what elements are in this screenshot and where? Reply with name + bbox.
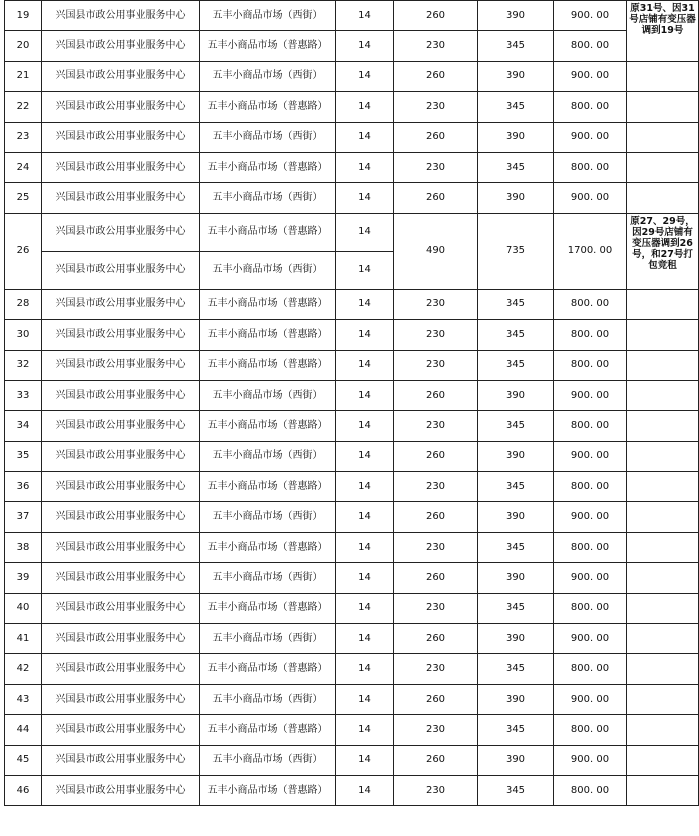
value-col4: 14 [336,61,394,91]
table-row [5,775,699,805]
value-col4: 14 [336,654,394,684]
value-col5: 260 [394,380,478,410]
unit-name: 兴国县市政公用事业服务中心 [42,502,200,532]
table-row [5,289,699,319]
table-row [5,152,699,182]
value-col7: 900. 00 [554,1,627,31]
value-col7: 800. 00 [554,320,627,350]
value-col6: 390 [478,441,554,471]
value-col7: 800. 00 [554,593,627,623]
value-col6: 345 [478,532,554,562]
row-number: 46 [5,775,42,805]
unit-name: 兴国县市政公用事业服务中心 [42,563,200,593]
value-col6: 345 [478,289,554,319]
remark-empty [627,122,699,152]
value-col4: 14 [336,92,394,122]
market-location: 五丰小商品市场（西街） [200,502,336,532]
value-col5: 230 [394,152,478,182]
unit-name: 兴国县市政公用事业服务中心 [42,745,200,775]
table-row [5,320,699,350]
remark-empty [627,411,699,441]
remark-empty [627,61,699,91]
value-col4: 14 [336,411,394,441]
value-col6: 390 [478,624,554,654]
value-col7: 1700. 00 [554,213,627,289]
value-col5: 230 [394,350,478,380]
unit-name: 兴国县市政公用事业服务中心 [42,1,200,31]
value-col5: 260 [394,684,478,714]
row-number: 37 [5,502,42,532]
value-col6: 390 [478,183,554,213]
value-col6: 390 [478,380,554,410]
value-col4: 14 [336,775,394,805]
value-col4: 14 [336,532,394,562]
remark-note: 原27、29号，因29号店铺有变压器调到26号，和27号打包竞租 [627,213,699,289]
value-col5: 260 [394,122,478,152]
table-row [5,350,699,380]
row-number: 22 [5,92,42,122]
market-location: 五丰小商品市场（普惠路） [200,350,336,380]
table-row [5,593,699,623]
value-col6: 735 [478,213,554,289]
market-location: 五丰小商品市场（普惠路） [200,152,336,182]
value-col6: 390 [478,745,554,775]
value-col7: 900. 00 [554,624,627,654]
unit-name: 兴国县市政公用事业服务中心 [42,61,200,91]
unit-name: 兴国县市政公用事业服务中心 [42,289,200,319]
value-col5: 260 [394,61,478,91]
remark-empty [627,593,699,623]
row-number: 34 [5,411,42,441]
value-col4: 14 [336,289,394,319]
unit-name: 兴国县市政公用事业服务中心 [42,654,200,684]
row-number: 32 [5,350,42,380]
value-col4: 14 [336,715,394,745]
value-col5: 260 [394,183,478,213]
value-col7: 800. 00 [554,472,627,502]
remark-empty [627,441,699,471]
value-col4: 14 [336,251,394,289]
value-col7: 800. 00 [554,715,627,745]
row-number: 23 [5,122,42,152]
market-location: 五丰小商品市场（西街） [200,624,336,654]
market-location: 五丰小商品市场（西街） [200,183,336,213]
remark-empty [627,502,699,532]
value-col7: 900. 00 [554,502,627,532]
value-col4: 14 [336,472,394,502]
table-body [5,1,699,806]
value-col5: 230 [394,775,478,805]
market-location: 五丰小商品市场（西街） [200,441,336,471]
value-col7: 900. 00 [554,684,627,714]
value-col5: 230 [394,532,478,562]
market-location: 五丰小商品市场（普惠路） [200,289,336,319]
remark-empty [627,563,699,593]
unit-name: 兴国县市政公用事业服务中心 [42,684,200,714]
table-row [5,92,699,122]
table-row [5,624,699,654]
market-location: 五丰小商品市场（西街） [200,122,336,152]
value-col7: 900. 00 [554,61,627,91]
remark-empty [627,684,699,714]
market-location: 五丰小商品市场（普惠路） [200,31,336,61]
unit-name: 兴国县市政公用事业服务中心 [42,593,200,623]
market-location: 五丰小商品市场（西街） [200,251,336,289]
value-col4: 14 [336,563,394,593]
value-col4: 14 [336,1,394,31]
value-col4: 14 [336,593,394,623]
value-col5: 230 [394,411,478,441]
row-number: 24 [5,152,42,182]
value-col4: 14 [336,152,394,182]
market-location: 五丰小商品市场（普惠路） [200,775,336,805]
unit-name: 兴国县市政公用事业服务中心 [42,715,200,745]
row-number: 36 [5,472,42,502]
value-col5: 230 [394,472,478,502]
value-col6: 390 [478,684,554,714]
value-col7: 900. 00 [554,122,627,152]
value-col6: 345 [478,715,554,745]
value-col7: 900. 00 [554,441,627,471]
remark-empty [627,183,699,213]
table-row [5,684,699,714]
unit-name: 兴国县市政公用事业服务中心 [42,92,200,122]
market-location: 五丰小商品市场（普惠路） [200,715,336,745]
value-col6: 345 [478,593,554,623]
remark-empty [627,532,699,562]
market-location: 五丰小商品市场（普惠路） [200,320,336,350]
value-col7: 900. 00 [554,745,627,775]
row-number: 38 [5,532,42,562]
value-col6: 345 [478,411,554,441]
market-location: 五丰小商品市场（西街） [200,1,336,31]
market-location: 五丰小商品市场（普惠路） [200,593,336,623]
value-col6: 345 [478,775,554,805]
value-col4: 14 [336,684,394,714]
value-col6: 345 [478,654,554,684]
value-col5: 230 [394,289,478,319]
table-row [5,441,699,471]
row-number: 43 [5,684,42,714]
row-number: 40 [5,593,42,623]
row-number: 19 [5,1,42,31]
value-col4: 14 [336,122,394,152]
table-row [5,61,699,91]
value-col5: 230 [394,31,478,61]
remark-empty [627,654,699,684]
value-col5: 260 [394,441,478,471]
table-row [5,1,699,31]
value-col7: 800. 00 [554,532,627,562]
value-col6: 345 [478,152,554,182]
value-col4: 14 [336,502,394,532]
row-number: 20 [5,31,42,61]
table-row [5,122,699,152]
remark-empty [627,289,699,319]
value-col7: 800. 00 [554,654,627,684]
value-col4: 14 [336,441,394,471]
unit-name: 兴国县市政公用事业服务中心 [42,251,200,289]
table-row [5,31,699,61]
row-number: 33 [5,380,42,410]
value-col7: 800. 00 [554,289,627,319]
table-row [5,654,699,684]
unit-name: 兴国县市政公用事业服务中心 [42,441,200,471]
value-col5: 230 [394,715,478,745]
value-col6: 345 [478,320,554,350]
unit-name: 兴国县市政公用事业服务中心 [42,624,200,654]
remark-empty [627,472,699,502]
market-location: 五丰小商品市场（普惠路） [200,532,336,562]
market-location: 五丰小商品市场（普惠路） [200,411,336,441]
value-col4: 14 [336,624,394,654]
market-location: 五丰小商品市场（普惠路） [200,654,336,684]
row-number: 39 [5,563,42,593]
value-col7: 800. 00 [554,350,627,380]
value-col5: 230 [394,92,478,122]
value-col4: 14 [336,350,394,380]
remark-empty [627,380,699,410]
table-row [5,563,699,593]
remark-empty [627,320,699,350]
row-number: 25 [5,183,42,213]
value-col7: 800. 00 [554,31,627,61]
row-number: 44 [5,715,42,745]
table-row [5,213,699,251]
value-col6: 390 [478,563,554,593]
value-col5: 260 [394,624,478,654]
value-col6: 345 [478,472,554,502]
value-col5: 230 [394,654,478,684]
market-location: 五丰小商品市场（西街） [200,380,336,410]
value-col7: 800. 00 [554,152,627,182]
value-col4: 14 [336,320,394,350]
unit-name: 兴国县市政公用事业服务中心 [42,122,200,152]
unit-name: 兴国县市政公用事业服务中心 [42,31,200,61]
value-col4: 14 [336,745,394,775]
value-col4: 14 [336,183,394,213]
remark-empty [627,92,699,122]
remark-empty [627,152,699,182]
value-col6: 390 [478,61,554,91]
rental-table [4,0,699,806]
value-col5: 260 [394,1,478,31]
table-row [5,502,699,532]
unit-name: 兴国县市政公用事业服务中心 [42,380,200,410]
row-number: 41 [5,624,42,654]
unit-name: 兴国县市政公用事业服务中心 [42,320,200,350]
row-number: 30 [5,320,42,350]
unit-name: 兴国县市政公用事业服务中心 [42,532,200,562]
market-location: 五丰小商品市场（西街） [200,563,336,593]
row-number: 35 [5,441,42,471]
value-col6: 345 [478,31,554,61]
value-col5: 490 [394,213,478,289]
market-location: 五丰小商品市场（普惠路） [200,92,336,122]
value-col7: 900. 00 [554,380,627,410]
unit-name: 兴国县市政公用事业服务中心 [42,213,200,251]
table-row [5,472,699,502]
row-number: 42 [5,654,42,684]
remark-empty [627,745,699,775]
market-location: 五丰小商品市场（西街） [200,684,336,714]
value-col4: 14 [336,213,394,251]
value-col6: 390 [478,1,554,31]
unit-name: 兴国县市政公用事业服务中心 [42,152,200,182]
remark-empty [627,350,699,380]
unit-name: 兴国县市政公用事业服务中心 [42,472,200,502]
value-col5: 260 [394,563,478,593]
unit-name: 兴国县市政公用事业服务中心 [42,183,200,213]
row-number: 26 [5,213,42,289]
value-col7: 900. 00 [554,183,627,213]
value-col6: 345 [478,92,554,122]
value-col4: 14 [336,31,394,61]
table-row [5,411,699,441]
value-col6: 390 [478,502,554,532]
remark-empty [627,775,699,805]
value-col6: 345 [478,350,554,380]
table-row [5,380,699,410]
value-col5: 230 [394,320,478,350]
market-location: 五丰小商品市场（普惠路） [200,213,336,251]
table-row [5,745,699,775]
value-col5: 260 [394,502,478,532]
remark-empty [627,715,699,745]
row-number: 21 [5,61,42,91]
market-location: 五丰小商品市场（普惠路） [200,472,336,502]
row-number: 45 [5,745,42,775]
value-col7: 800. 00 [554,92,627,122]
table-row [5,183,699,213]
value-col5: 230 [394,593,478,623]
value-col7: 900. 00 [554,563,627,593]
unit-name: 兴国县市政公用事业服务中心 [42,411,200,441]
value-col7: 800. 00 [554,411,627,441]
value-col6: 390 [478,122,554,152]
remark-empty [627,624,699,654]
market-location: 五丰小商品市场（西街） [200,61,336,91]
unit-name: 兴国县市政公用事业服务中心 [42,775,200,805]
row-number: 28 [5,289,42,319]
table-row [5,715,699,745]
value-col7: 800. 00 [554,775,627,805]
table-row [5,532,699,562]
unit-name: 兴国县市政公用事业服务中心 [42,350,200,380]
value-col4: 14 [336,380,394,410]
value-col5: 260 [394,745,478,775]
remark-note: 原31号、因31号店铺有变压器调到19号 [627,1,699,62]
market-location: 五丰小商品市场（西街） [200,745,336,775]
